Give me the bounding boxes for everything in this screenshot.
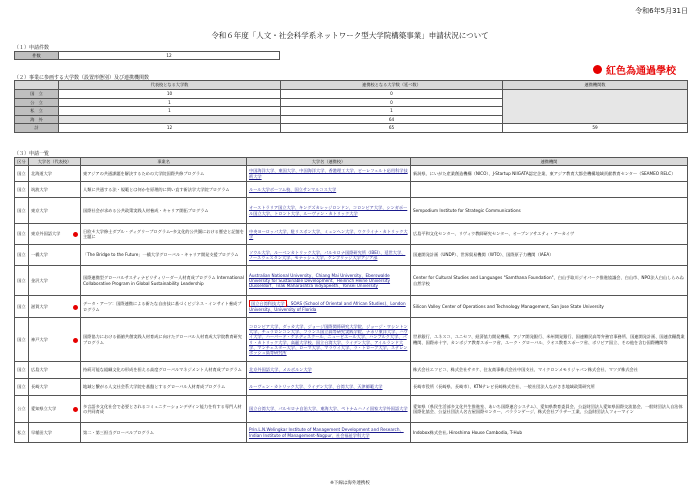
application-count-table	[14, 51, 280, 60]
univ-name: 早稲田大学	[31, 429, 52, 435]
partners-text: ルーヴェン・カトリック大学、ライデン大学、台湾大学、天津師範大学	[249, 384, 383, 390]
table-row	[15, 423, 688, 443]
partners-cell	[247, 166, 411, 182]
partners-text: 国立台湾大学、パルセロナ自治大学、東海大学、ペトナムハノイ国家大学外国語大学	[249, 406, 408, 412]
table-row	[15, 166, 688, 182]
corner-cell	[15, 81, 59, 90]
project-cell: 多言語多文化社会で必要とされるコミュニケーションデザイン能力を有する専門人材の共同育成	[81, 396, 247, 423]
legend	[593, 62, 676, 77]
orgs-cell: 長崎市役所（長崎県、長崎市）、KTNテレビ長崎株式会社、一般社団法人ながさき地域政策研究所	[411, 379, 688, 396]
table-row	[15, 224, 688, 245]
univ-name: 金沢大学	[31, 277, 48, 283]
univ-cell	[29, 182, 81, 198]
partners-text: コロンビア大学、ダッカ大学、ジョージ国際関係研究大学院、ジョージ・ワシントン大学、チュラロンコン大学、フランス国立高等研究実践学院、ナポリ東洋大学、ハワイ大学、ハーバード・ケネディスクール、ニュービエール大学、ハンブルク大学、パリ・カトリック大学、高麗大学校、国立台湾大学、ライデン大学、アイルランド大学、マンチェスター大学、ローマ大学、マラウイ大学、ラ・トローブ大学、ステレンボッシュ高等研究所	[249, 323, 408, 355]
partners-text: 北京外国語大学、メルボルン大学	[249, 367, 312, 373]
orgs-cell: 世界銀行、ユネスコ、ユニセフ、経済協力開発機構、アジア開発銀行、米州開発銀行、国連難民高等弁務官事務所、国連開発計画、国連食糧農業機関、国際赤十字、カンボジア教育スポーツ省、ユーク・グローバル、ラオス教育スポーツ省、ボリビア国立、その他を含む国際機関等	[411, 318, 688, 362]
footnote: ※下線は海外連携校	[330, 481, 370, 486]
project-cell: 人類に共通する法・規範とは何かを原理的に問い直す新法学大学院プログラム	[81, 182, 247, 198]
partner-count: 0	[281, 98, 503, 107]
rep-count: 10	[59, 90, 281, 99]
col-kubun: 区分	[15, 158, 29, 166]
col-orgs: 連携機関	[411, 158, 688, 166]
table-row	[15, 245, 688, 266]
univ-name: 一橋大学	[31, 252, 48, 258]
univ-name: 筑波大学	[31, 186, 48, 192]
project-cell: 「The Bridge to the Future」一橋大学グローバル・キャリア開発支援プログラム	[81, 245, 247, 266]
partners-text: Prin.L.N.Welingkar Institute of Management Development and Research、Indian Institute of Management-Nagpur、社会福祉学科大学	[249, 427, 404, 438]
red-dot-icon	[73, 232, 78, 237]
partners-cell	[247, 379, 411, 396]
orgs-cell: 株式会社エフピコ、株式会社サタケ、住友商事株式会社中国支社、マイクロンメモリジャパン株式会社、マツダ株式会社	[411, 362, 688, 379]
partners-cell	[247, 423, 411, 443]
univ-cell	[29, 166, 81, 182]
kubun-cell: 国立	[15, 379, 29, 396]
kubun-cell: 公立	[15, 396, 29, 423]
partners-text: Australian National University、Chiang Mai University、Eberswalde University for Sustainable Development、Heinrich Heine University Dusseldorf、Tilak Maharashtra Vidyapeeth、Yonsei University	[249, 272, 391, 289]
project-cell: 持続可能な組織文化の形成を担える高度グローバルマネジメント人材育成プログラム	[81, 362, 247, 379]
partners-cell	[247, 296, 411, 318]
header-org: 連携機関数	[503, 81, 688, 90]
table-row	[15, 362, 688, 379]
orgs-cell: 新潟県、にいがた産業創造機構（NICO）、J-Startup NIIGATA認定企業、東アジア教育大都会機構地域貢献教育センター（SEAMEO RELC）	[411, 166, 688, 182]
row-label-total: 計	[15, 124, 59, 133]
header-univ-rep: 代表校となる大学数	[59, 81, 281, 90]
org-empty	[503, 90, 688, 124]
orgs-cell: Silicon Valley Center of Operations and Technology Management, San Jose State University	[411, 296, 688, 318]
project-cell: 地域と繋がる人文社会系大学院を基盤とするグローバル人材育成プログラム	[81, 379, 247, 396]
partners-cell	[247, 198, 411, 224]
table-row	[15, 266, 688, 296]
univ-cell	[29, 266, 81, 296]
rep-count	[59, 115, 281, 124]
partners-cell	[247, 182, 411, 198]
document-title: 令和６年度「人文・社会科学系ネットワーク型大学院構築事業」申請状況について	[211, 31, 489, 40]
table-row	[15, 396, 688, 423]
partners-text: 、SOAS (School of Oriental and African Studies)、London University、University of Florida	[249, 301, 406, 312]
kubun-cell: 国立	[15, 182, 29, 198]
header-univ-partner: 連携校となる大学数（延べ数）	[281, 81, 503, 90]
univ-cell	[29, 318, 81, 362]
rep-count: 1	[59, 107, 281, 116]
univ-cell	[29, 245, 81, 266]
univ-name: 愛知県立大学	[31, 406, 57, 411]
orgs-cell: Sempodium Institute for Strategic Communications	[411, 198, 688, 224]
org-total: 59	[503, 124, 688, 133]
univ-name: 広島大学	[31, 367, 48, 373]
project-cell: 国際社会が求める公共政策実践人材養成・キャリア開拓プログラム	[81, 198, 247, 224]
kubun-cell: 国立	[15, 198, 29, 224]
row-label: 公 立	[15, 98, 59, 107]
project-cell: 国際協力における価値共創実践人材育成に向けたグローバル人材育成大学院教育研究プログラム	[81, 318, 247, 362]
univ-name: 長崎大学	[31, 384, 48, 390]
col-partners: 大学名（連携校）	[247, 158, 411, 166]
legend-text: 紅色為通過學校	[606, 66, 676, 77]
orgs-cell: Center for Cultural Studies and Languages "Samthana Foundation"、白山手取川ジオパーク推進協議会、白山市、NPO法人白山しらみね自然学校	[411, 266, 688, 296]
count-label: 件数	[15, 52, 59, 60]
orgs-cell: 愛知県（県民生活部多文化共生推進室、あいち国際連合システム）、愛知県教育委員会、公益財団法人愛知県国際交流協会、一般財団法人自治体国際化協会、公益社団法人名古屋国際センター、パラランゲージ、株式会社ブラザー工業、公益財団法人フォーマイン	[411, 396, 688, 423]
univ-cell	[29, 296, 81, 318]
kubun-cell: 国立	[15, 166, 29, 182]
partners-cell	[247, 266, 411, 296]
count-value: 12	[59, 52, 280, 60]
red-dot-icon	[73, 338, 78, 343]
section2-heading: （２）事業に参画する大学数（設置形態別）及び連携機関数	[14, 75, 150, 81]
orgs-cell: 国連開発計画（UNDP）、世界貿易機関（WTO）、国際原子力機関（IAEA）	[411, 245, 688, 266]
univ-name: 東京大学	[31, 207, 48, 213]
red-dot-icon	[73, 407, 78, 412]
kubun-cell: 国立	[15, 266, 29, 296]
participants-table	[14, 80, 688, 133]
partners-text: ルール大学ボーフム校、国立サンマルコス大学	[249, 186, 337, 192]
table-row	[15, 182, 688, 198]
project-cell: 日欧４大学修士ダブル・ディグリープログラム─多文化的公共圏における歴史と記憶を主題に	[81, 224, 247, 245]
kubun-cell: 国立	[15, 296, 29, 318]
orgs-cell	[411, 182, 688, 198]
project-cell: データ・アーツ：国際連携による新たな自由技に基づくビジネス・インサイト養成プログラム	[81, 296, 247, 318]
univ-name: 滋賀大学	[31, 303, 48, 309]
partners-cell	[247, 318, 411, 362]
document-date: 令和6年5月31日	[635, 7, 688, 15]
red-dot-icon	[73, 305, 78, 310]
col-univ: 大学名（代表校）	[29, 158, 81, 166]
univ-name: 神戸大学	[31, 336, 48, 342]
section1-heading: （１）申請件数	[14, 45, 50, 51]
partner-total: 65	[281, 124, 503, 133]
partners-cell	[247, 224, 411, 245]
highlighted-partner: 国立台湾科技大学	[251, 301, 285, 307]
table-row	[15, 198, 688, 224]
project-cell: 国際連携型グローバルサスティナビリティリーダー人材育成プログラム International Collaborative Program in Global Sustainability Leadership	[81, 266, 247, 296]
kubun-cell: 私立	[15, 423, 29, 443]
partners-text: ソウル大学、ルーベンカトリック大学、パルセロナ国際研究所（IBEI）、延世大学、ノースウェスタン大学、モナッシュ大学、ケンブリッジ大学アジア部	[249, 249, 406, 260]
section3-heading: （３）申請一覧	[14, 151, 50, 157]
kubun-cell: 国立	[15, 245, 29, 266]
row-label: 私 立	[15, 107, 59, 116]
univ-cell	[29, 423, 81, 443]
partners-text: 中央ヨーロッパ大学、駐リスボン大学、ミュンヘン大学、ウクライナ・カトリック大学	[249, 228, 408, 239]
col-project: 事業名	[81, 158, 247, 166]
partner-count: 64	[281, 115, 503, 124]
partners-cell	[247, 245, 411, 266]
project-cell: 第二・第三担当グローバルプログラム	[81, 423, 247, 443]
kubun-cell: 国立	[15, 318, 29, 362]
red-dot-icon	[593, 65, 602, 74]
partners-cell	[247, 396, 411, 423]
partner-count: 0	[281, 90, 503, 99]
orgs-cell: Indobox株式会社, Hiroshima House Cambodia, T-Hub	[411, 423, 688, 443]
univ-cell	[29, 396, 81, 423]
table-row	[15, 296, 688, 318]
partners-text: 中国海洋大学、東国大学、中国海洋大学、香港理工大学、ビーレフェルト応用科学技術大学	[249, 168, 408, 179]
orgs-cell: 広島平和文化センター、リヴィウ教師研究センター、オープンソサエティ・アーカイヴ	[411, 224, 688, 245]
row-label: 国 立	[15, 90, 59, 99]
kubun-cell: 国立	[15, 362, 29, 379]
kubun-cell: 国立	[15, 224, 29, 245]
partner-count: 1	[281, 107, 503, 116]
univ-cell	[29, 224, 81, 245]
table-row	[15, 318, 688, 362]
partners-cell	[247, 362, 411, 379]
table-row	[15, 379, 688, 396]
rep-total: 12	[59, 124, 281, 133]
univ-cell	[29, 362, 81, 379]
univ-cell	[29, 198, 81, 224]
project-cell: 東アジアの共通課題を解決するための大学院国際共修プログラム	[81, 166, 247, 182]
partners-text: オーストラリア国立大学、キングズカレッジロンドン、コロンビア大学、シンガポール国立大学、トロント大学、ルーヴァン・カトリック大学	[249, 205, 408, 216]
application-list-table	[14, 157, 688, 443]
rep-count: 1	[59, 98, 281, 107]
univ-name: 東京外国語大学	[31, 231, 61, 236]
univ-name: 北海道大学	[31, 170, 52, 176]
row-label: 海 外	[15, 115, 59, 124]
univ-cell	[29, 379, 81, 396]
